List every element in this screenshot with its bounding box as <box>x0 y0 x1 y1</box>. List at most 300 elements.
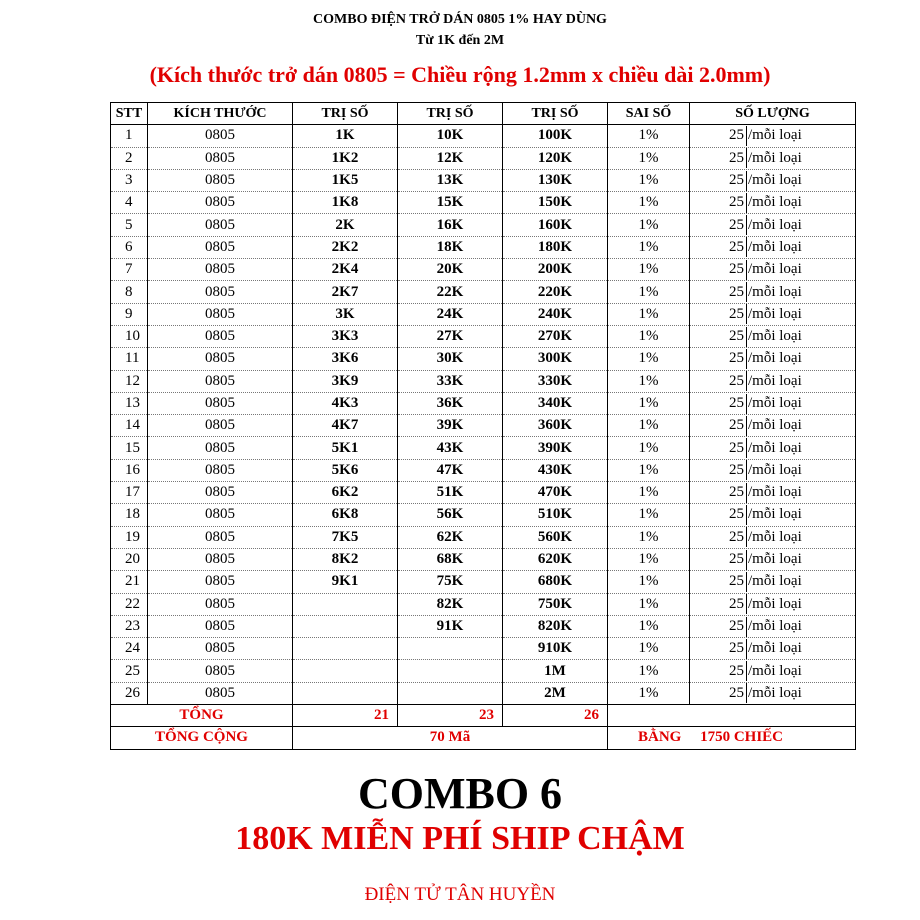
row-value-2: 15K <box>398 192 503 214</box>
row-value-3: 680K <box>503 571 608 593</box>
row-tolerance: 1% <box>608 281 690 303</box>
row-value-2: 20K <box>398 259 503 281</box>
row-value-2: 62K <box>398 526 503 548</box>
row-quantity <box>690 169 856 191</box>
row-quantity <box>690 526 856 548</box>
row-value-1: 1K5 <box>293 169 398 191</box>
table-row <box>111 482 856 504</box>
quantity-unit: /mỗi loại <box>748 372 802 389</box>
shop-name: ĐIỆN TỬ TÂN HUYỀN <box>364 884 556 905</box>
table-row <box>111 682 856 704</box>
quantity-divider <box>746 594 747 614</box>
row-quantity <box>690 504 856 526</box>
quantity-value: 25 <box>729 395 744 411</box>
row-value-3: 150K <box>503 192 608 214</box>
totals-count-2: 23 <box>398 705 503 727</box>
row-value-1: 3K9 <box>293 370 398 392</box>
row-value-2: 39K <box>398 415 503 437</box>
row-size: 0805 <box>148 660 293 682</box>
row-stt: 2 <box>111 147 148 169</box>
quantity-unit: /mỗi loại <box>748 261 802 278</box>
row-value-2: 10K <box>398 125 503 147</box>
row-value-2: 91K <box>398 615 503 637</box>
totals-row <box>111 705 856 727</box>
table-row <box>111 281 856 303</box>
row-value-3: 470K <box>503 482 608 504</box>
row-stt: 26 <box>111 682 148 704</box>
quantity-unit: /mỗi loại <box>748 461 802 478</box>
row-value-2: 24K <box>398 303 503 325</box>
quantity-divider <box>746 460 747 480</box>
row-size: 0805 <box>148 392 293 414</box>
quantity-value: 25 <box>729 506 744 523</box>
row-value-3: 340K <box>503 392 608 414</box>
row-value-1: 6K2 <box>293 482 398 504</box>
row-size: 0805 <box>148 303 293 325</box>
row-value-1 <box>293 593 398 615</box>
row-tolerance: 1% <box>608 370 690 392</box>
row-tolerance: 1% <box>608 459 690 481</box>
row-value-2: 43K <box>398 437 503 459</box>
quantity-value: 25 <box>729 283 744 300</box>
row-value-3: 270K <box>503 325 608 347</box>
document-title: COMBO ĐIỆN TRỞ DÁN 0805 1% HAY DÙNG <box>313 12 607 27</box>
row-size: 0805 <box>148 169 293 191</box>
quantity-value: 25 <box>729 640 744 657</box>
row-quantity <box>690 348 856 370</box>
row-value-3: 2M <box>503 682 608 704</box>
row-value-1 <box>293 638 398 660</box>
col-header-stt: STT <box>111 103 148 125</box>
quantity-divider <box>746 282 747 302</box>
row-stt: 14 <box>111 415 148 437</box>
size-note: (Kích thước trở dán 0805 = Chiều rộng 1.2mm x chiều dài 2.0mm) <box>149 62 771 87</box>
quantity-unit: /mỗi loại <box>748 149 802 166</box>
row-value-3: 910K <box>503 638 608 660</box>
row-tolerance: 1% <box>608 392 690 414</box>
table-row <box>111 459 856 481</box>
row-size: 0805 <box>148 370 293 392</box>
row-size: 0805 <box>148 638 293 660</box>
row-value-2: 75K <box>398 571 503 593</box>
row-value-1: 5K1 <box>293 437 398 459</box>
quantity-value: 25 <box>729 595 744 612</box>
quantity-unit: /mỗi loại <box>748 595 802 612</box>
row-size: 0805 <box>148 437 293 459</box>
quantity-unit: /mỗi loại <box>748 328 802 345</box>
row-size: 0805 <box>148 526 293 548</box>
row-value-1: 1K8 <box>293 192 398 214</box>
row-quantity <box>690 638 856 660</box>
row-quantity <box>690 615 856 637</box>
row-size: 0805 <box>148 125 293 147</box>
quantity-unit: /mỗi loại <box>748 617 802 634</box>
row-stt: 22 <box>111 593 148 615</box>
quantity-value: 25 <box>729 684 744 701</box>
quantity-value: 25 <box>729 172 744 189</box>
row-tolerance: 1% <box>608 348 690 370</box>
grand-total-label: TỔNG CỘNG <box>111 727 293 749</box>
row-quantity <box>690 415 856 437</box>
row-value-2: 51K <box>398 482 503 504</box>
row-size: 0805 <box>148 459 293 481</box>
quantity-divider <box>746 617 747 637</box>
quantity-unit: /mỗi loại <box>748 417 802 434</box>
row-value-2: 30K <box>398 348 503 370</box>
quantity-unit: /mỗi loại <box>748 662 802 679</box>
quantity-divider <box>746 148 747 168</box>
row-quantity <box>690 147 856 169</box>
row-stt: 13 <box>111 392 148 414</box>
row-tolerance: 1% <box>608 169 690 191</box>
row-value-2: 33K <box>398 370 503 392</box>
row-quantity <box>690 236 856 258</box>
quantity-value: 25 <box>729 328 744 345</box>
row-stt: 1 <box>111 125 148 147</box>
quantity-value: 25 <box>729 238 744 255</box>
row-quantity <box>690 571 856 593</box>
row-size: 0805 <box>148 482 293 504</box>
row-tolerance: 1% <box>608 147 690 169</box>
row-value-2: 68K <box>398 548 503 570</box>
row-stt: 11 <box>111 348 148 370</box>
row-tolerance: 1% <box>608 303 690 325</box>
table-row <box>111 169 856 191</box>
row-value-1: 1K <box>293 125 398 147</box>
equals-label: BẰNG <box>638 729 682 746</box>
quantity-unit: /mỗi loại <box>748 194 802 211</box>
quantity-divider <box>746 215 747 235</box>
quantity-value: 25 <box>729 617 744 634</box>
row-stt: 24 <box>111 638 148 660</box>
row-value-3: 130K <box>503 169 608 191</box>
row-stt: 15 <box>111 437 148 459</box>
quantity-divider <box>746 193 747 213</box>
quantity-divider <box>746 416 747 436</box>
row-size: 0805 <box>148 548 293 570</box>
table-row <box>111 236 856 258</box>
quantity-value: 25 <box>729 350 744 367</box>
row-tolerance: 1% <box>608 437 690 459</box>
grand-total-codes: 70 Mã <box>293 727 608 749</box>
col-header-value-2: TRỊ SỐ <box>398 103 503 125</box>
table-row <box>111 615 856 637</box>
col-header-value-3: TRỊ SỐ <box>503 103 608 125</box>
row-value-1: 5K6 <box>293 459 398 481</box>
col-header-value-1: TRỊ SỐ <box>293 103 398 125</box>
row-value-2: 13K <box>398 169 503 191</box>
row-stt: 25 <box>111 660 148 682</box>
quantity-unit: /mỗi loại <box>748 172 802 189</box>
row-value-1: 2K7 <box>293 281 398 303</box>
quantity-divider <box>746 483 747 503</box>
row-value-1: 3K <box>293 303 398 325</box>
row-value-3: 510K <box>503 504 608 526</box>
quantity-unit: /mỗi loại <box>748 506 802 523</box>
row-size: 0805 <box>148 682 293 704</box>
row-value-2: 12K <box>398 147 503 169</box>
row-tolerance: 1% <box>608 682 690 704</box>
row-stt: 12 <box>111 370 148 392</box>
row-stt: 23 <box>111 615 148 637</box>
row-stt: 16 <box>111 459 148 481</box>
row-tolerance: 1% <box>608 214 690 236</box>
row-quantity <box>690 459 856 481</box>
quantity-unit: /mỗi loại <box>748 238 802 255</box>
row-size: 0805 <box>148 147 293 169</box>
quantity-value: 25 <box>729 662 744 679</box>
row-size: 0805 <box>148 192 293 214</box>
row-value-1: 2K4 <box>293 259 398 281</box>
row-size: 0805 <box>148 415 293 437</box>
table-row <box>111 660 856 682</box>
quantity-unit: /mỗi loại <box>748 573 802 590</box>
row-tolerance: 1% <box>608 415 690 437</box>
range-subtitle: Từ 1K đến 2M <box>415 33 505 48</box>
row-quantity <box>690 259 856 281</box>
table-row <box>111 504 856 526</box>
row-value-1: 4K7 <box>293 415 398 437</box>
row-value-1: 1K2 <box>293 147 398 169</box>
row-tolerance: 1% <box>608 660 690 682</box>
row-quantity <box>690 325 856 347</box>
quantity-unit: /mỗi loại <box>748 305 802 322</box>
table-row <box>111 192 856 214</box>
row-value-1: 2K2 <box>293 236 398 258</box>
row-quantity <box>690 548 856 570</box>
table-row <box>111 638 856 660</box>
row-stt: 5 <box>111 214 148 236</box>
row-stt: 19 <box>111 526 148 548</box>
quantity-divider <box>746 661 747 681</box>
row-tolerance: 1% <box>608 259 690 281</box>
row-value-1 <box>293 660 398 682</box>
row-stt: 20 <box>111 548 148 570</box>
row-value-1 <box>293 615 398 637</box>
row-tolerance: 1% <box>608 504 690 526</box>
totals-label: TỔNG <box>111 705 293 727</box>
table-row <box>111 437 856 459</box>
row-value-2: 82K <box>398 593 503 615</box>
row-value-3: 220K <box>503 281 608 303</box>
table-row <box>111 415 856 437</box>
quantity-divider <box>746 505 747 525</box>
row-tolerance: 1% <box>608 192 690 214</box>
row-tolerance: 1% <box>608 482 690 504</box>
col-header-size: KÍCH THƯỚC <box>148 103 293 125</box>
table-row <box>111 325 856 347</box>
quantity-unit: /mỗi loại <box>748 640 802 657</box>
quantity-value: 25 <box>729 305 744 322</box>
row-size: 0805 <box>148 615 293 637</box>
row-quantity <box>690 303 856 325</box>
quantity-value: 25 <box>729 528 744 545</box>
row-value-3: 820K <box>503 615 608 637</box>
table-row <box>111 526 856 548</box>
row-value-3: 360K <box>503 415 608 437</box>
row-quantity <box>690 660 856 682</box>
row-size: 0805 <box>148 348 293 370</box>
row-value-1: 6K8 <box>293 504 398 526</box>
totals-count-3: 26 <box>503 705 608 727</box>
quantity-unit: /mỗi loại <box>748 528 802 545</box>
quantity-divider <box>746 639 747 659</box>
row-value-3: 390K <box>503 437 608 459</box>
row-quantity <box>690 281 856 303</box>
row-value-2: 47K <box>398 459 503 481</box>
grand-total-pieces <box>608 727 856 749</box>
table-row <box>111 348 856 370</box>
row-quantity <box>690 593 856 615</box>
row-tolerance: 1% <box>608 236 690 258</box>
row-size: 0805 <box>148 571 293 593</box>
row-tolerance: 1% <box>608 526 690 548</box>
row-value-2: 27K <box>398 325 503 347</box>
row-size: 0805 <box>148 281 293 303</box>
row-value-2 <box>398 682 503 704</box>
totals-count-1: 21 <box>293 705 398 727</box>
quantity-divider <box>746 394 747 414</box>
quantity-value: 25 <box>729 127 744 144</box>
row-size: 0805 <box>148 504 293 526</box>
grand-total-row <box>111 727 856 749</box>
row-stt: 6 <box>111 236 148 258</box>
row-value-1 <box>293 682 398 704</box>
resistor-table <box>110 102 856 750</box>
quantity-value: 25 <box>729 461 744 478</box>
quantity-unit: /mỗi loại <box>748 395 802 411</box>
quantity-divider <box>746 304 747 324</box>
row-tolerance: 1% <box>608 125 690 147</box>
row-stt: 3 <box>111 169 148 191</box>
row-value-2: 22K <box>398 281 503 303</box>
row-value-1: 4K3 <box>293 392 398 414</box>
row-tolerance: 1% <box>608 615 690 637</box>
row-stt: 17 <box>111 482 148 504</box>
quantity-divider <box>746 371 747 391</box>
row-value-2: 56K <box>398 504 503 526</box>
row-size: 0805 <box>148 593 293 615</box>
quantity-unit: /mỗi loại <box>748 684 802 701</box>
row-value-3: 180K <box>503 236 608 258</box>
quantity-divider <box>746 126 747 146</box>
row-size: 0805 <box>148 325 293 347</box>
row-quantity <box>690 370 856 392</box>
quantity-divider <box>746 550 747 570</box>
row-stt: 18 <box>111 504 148 526</box>
row-value-2: 36K <box>398 392 503 414</box>
quantity-value: 25 <box>729 573 744 590</box>
row-value-2: 18K <box>398 236 503 258</box>
row-value-3: 560K <box>503 526 608 548</box>
quantity-divider <box>746 260 747 280</box>
row-value-3: 240K <box>503 303 608 325</box>
quantity-divider <box>746 438 747 458</box>
table-row <box>111 370 856 392</box>
quantity-value: 25 <box>729 484 744 501</box>
row-value-1: 8K2 <box>293 548 398 570</box>
row-stt: 10 <box>111 325 148 347</box>
row-value-1: 9K1 <box>293 571 398 593</box>
quantity-value: 25 <box>729 372 744 389</box>
row-size: 0805 <box>148 236 293 258</box>
quantity-divider <box>746 527 747 547</box>
row-value-3: 100K <box>503 125 608 147</box>
quantity-unit: /mỗi loại <box>748 439 802 456</box>
row-value-1: 7K5 <box>293 526 398 548</box>
row-value-3: 300K <box>503 348 608 370</box>
table-row <box>111 303 856 325</box>
row-stt: 7 <box>111 259 148 281</box>
table-row <box>111 571 856 593</box>
row-stt: 9 <box>111 303 148 325</box>
row-value-3: 620K <box>503 548 608 570</box>
row-tolerance: 1% <box>608 593 690 615</box>
quantity-unit: /mỗi loại <box>748 127 802 144</box>
row-quantity <box>690 125 856 147</box>
row-value-3: 160K <box>503 214 608 236</box>
quantity-value: 25 <box>729 216 744 233</box>
row-quantity <box>690 214 856 236</box>
row-value-3: 330K <box>503 370 608 392</box>
row-stt: 4 <box>111 192 148 214</box>
quantity-divider <box>746 171 747 191</box>
row-value-2 <box>398 660 503 682</box>
row-tolerance: 1% <box>608 548 690 570</box>
quantity-unit: /mỗi loại <box>748 484 802 501</box>
row-stt: 21 <box>111 571 148 593</box>
row-value-1: 2K <box>293 214 398 236</box>
row-size: 0805 <box>148 259 293 281</box>
combo-title: COMBO 6 <box>357 769 563 818</box>
row-size: 0805 <box>148 214 293 236</box>
quantity-divider <box>746 349 747 369</box>
quantity-value: 25 <box>729 439 744 456</box>
row-value-1: 3K6 <box>293 348 398 370</box>
table-row <box>111 259 856 281</box>
col-header-quantity: SỐ LƯỢNG <box>690 103 856 125</box>
offer-text: 180K MIỄN PHÍ SHIP CHẬM <box>235 820 685 857</box>
table-row <box>111 548 856 570</box>
table-row <box>111 214 856 236</box>
table-row <box>111 125 856 147</box>
table-row <box>111 392 856 414</box>
row-quantity <box>690 482 856 504</box>
quantity-unit: /mỗi loại <box>748 216 802 233</box>
quantity-value: 25 <box>729 417 744 434</box>
table-row <box>111 147 856 169</box>
quantity-divider <box>746 327 747 347</box>
pieces-value: 1750 CHIẾC <box>700 729 784 746</box>
row-value-2 <box>398 638 503 660</box>
quantity-unit: /mỗi loại <box>748 350 802 367</box>
quantity-unit: /mỗi loại <box>748 551 802 568</box>
quantity-value: 25 <box>729 194 744 211</box>
row-quantity <box>690 192 856 214</box>
row-value-3: 120K <box>503 147 608 169</box>
quantity-value: 25 <box>729 149 744 166</box>
quantity-divider <box>746 572 747 592</box>
table-row <box>111 593 856 615</box>
row-value-2: 16K <box>398 214 503 236</box>
row-quantity <box>690 682 856 704</box>
row-value-3: 1M <box>503 660 608 682</box>
row-tolerance: 1% <box>608 571 690 593</box>
row-quantity <box>690 437 856 459</box>
quantity-divider <box>746 237 747 257</box>
quantity-divider <box>746 683 747 703</box>
row-value-3: 430K <box>503 459 608 481</box>
